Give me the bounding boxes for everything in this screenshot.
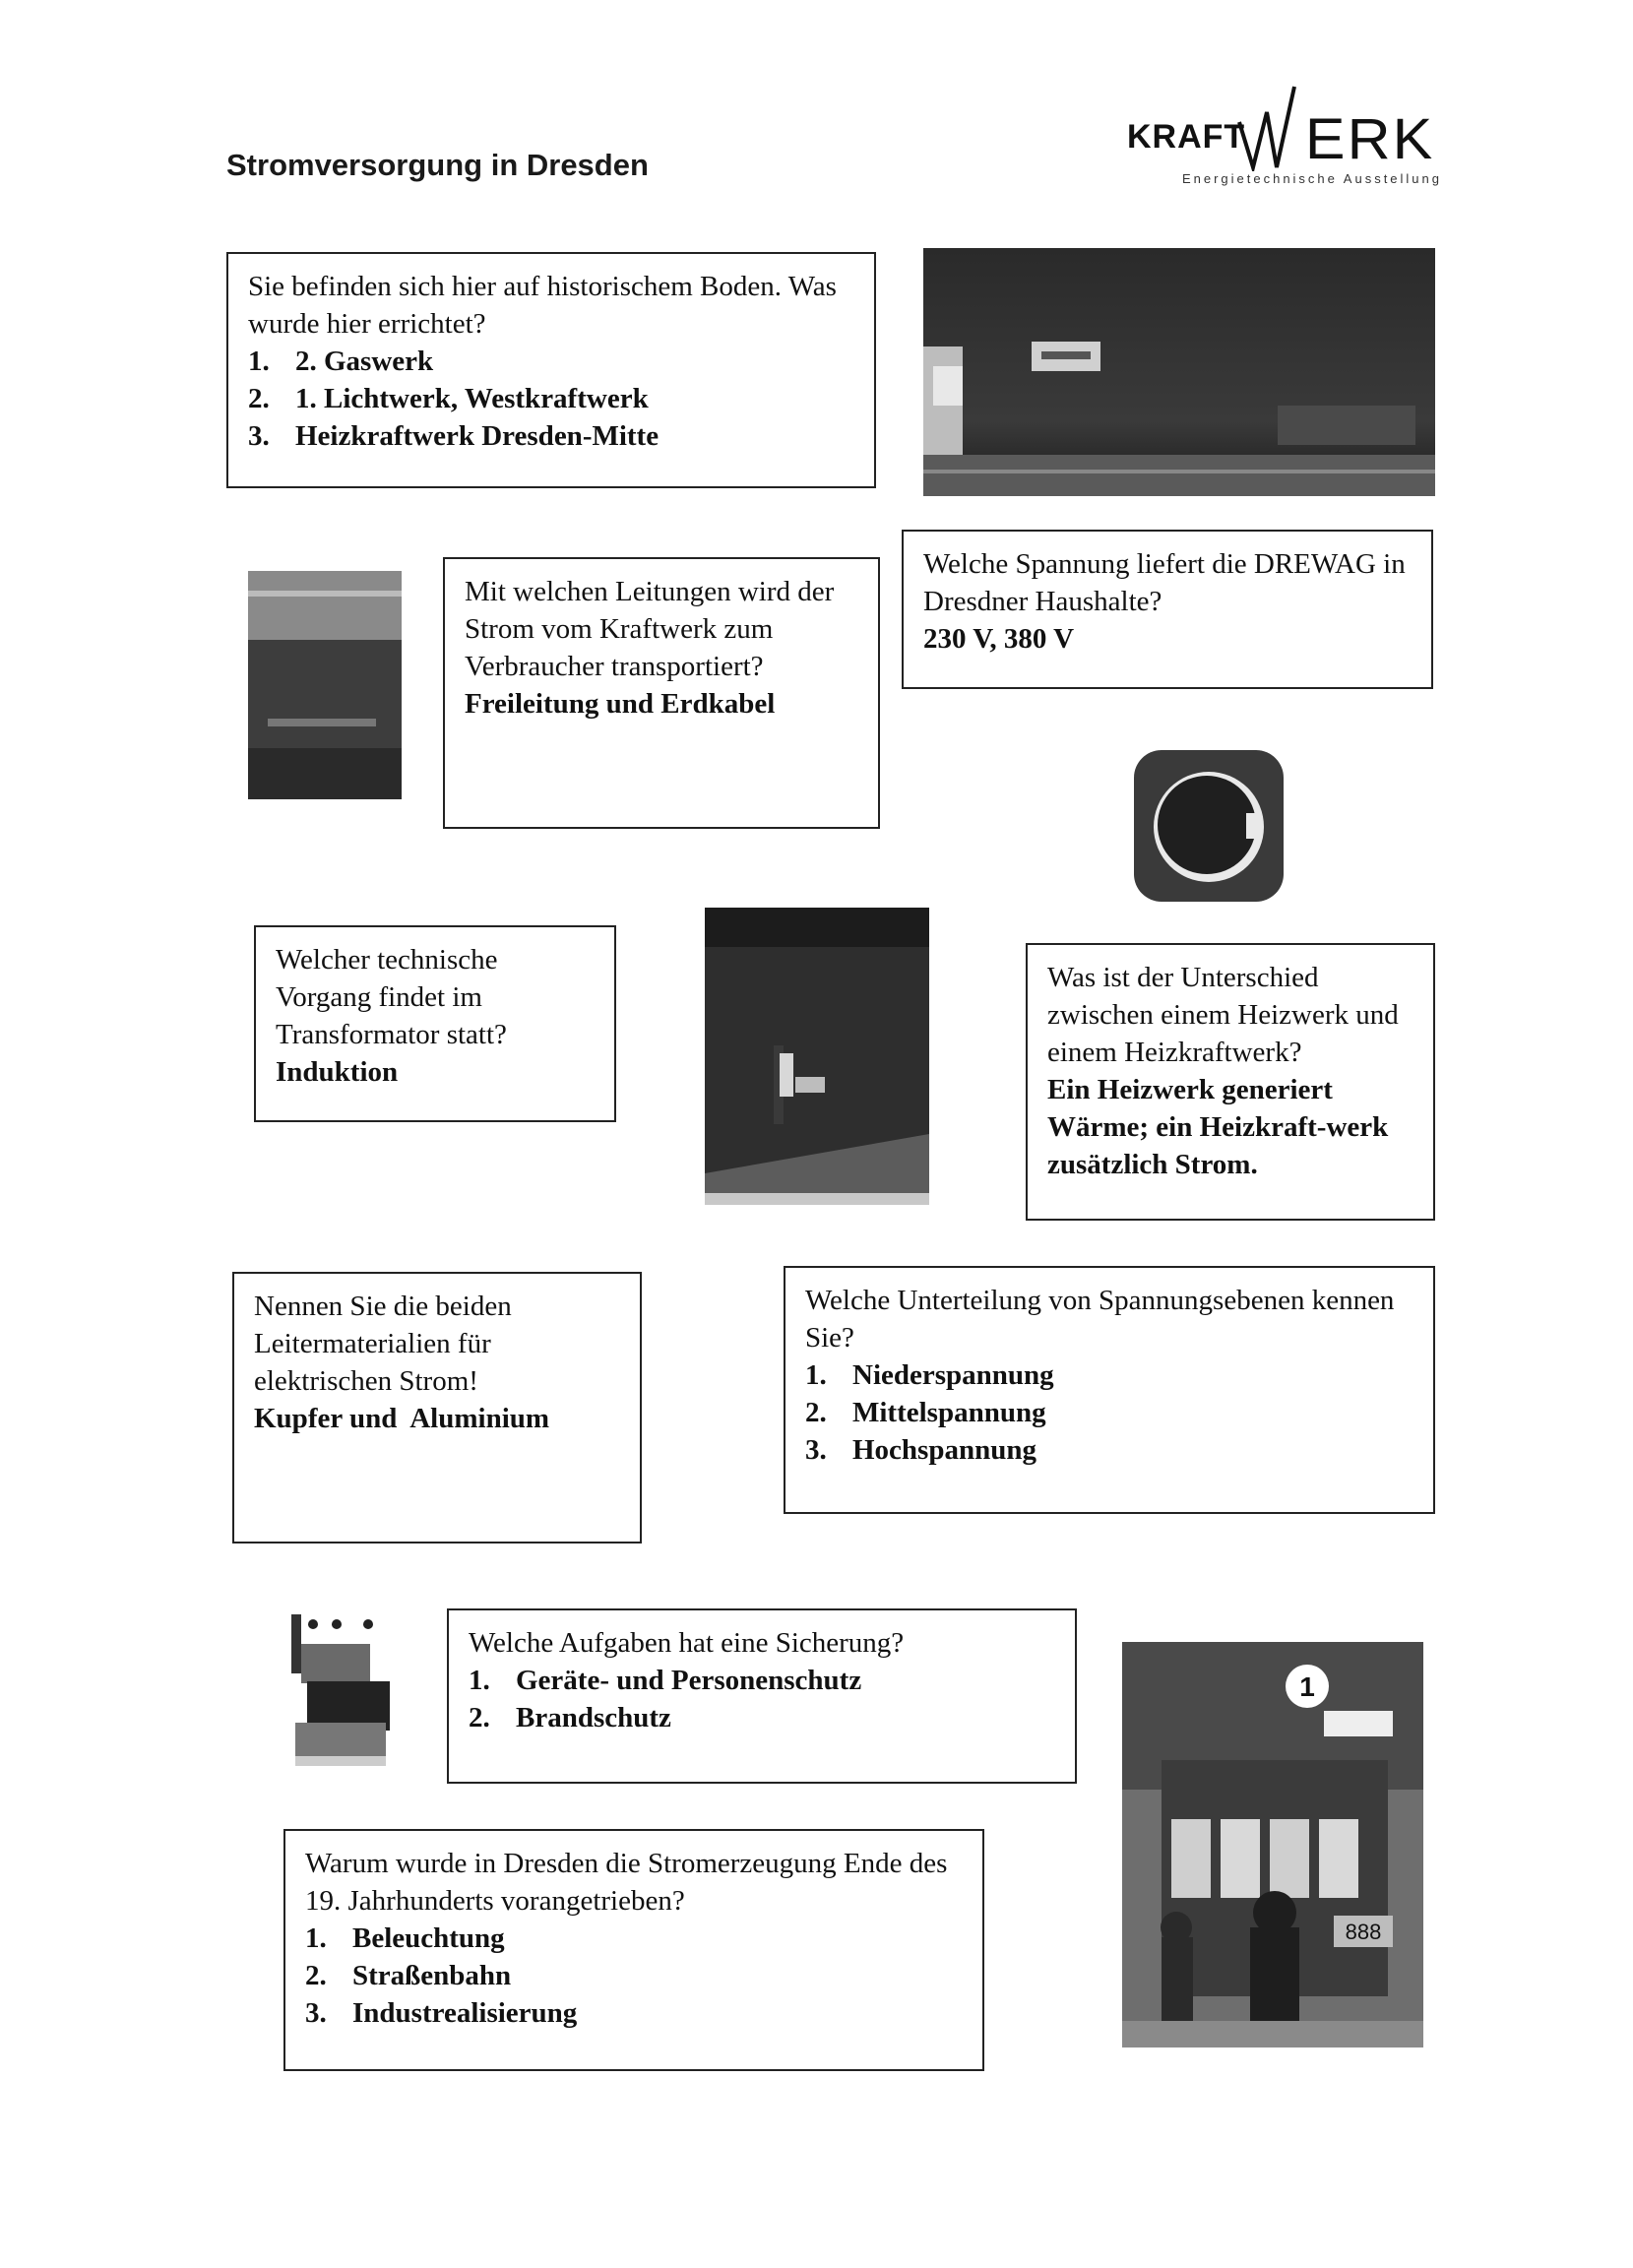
card-transformer — [254, 925, 616, 1122]
socket-photo — [1130, 746, 1288, 906]
question-text: Mit welchen Leitungen wird der Strom vom Kraftwerk zum Verbraucher transportiert? — [465, 576, 835, 682]
page-title: Stromversorgung in Dresden — [226, 148, 649, 182]
answer-item: 1. Niederspannung — [805, 1359, 1054, 1391]
question-text: Was ist der Unterschied zwischen einem Heizwerk und einem Heizkraftwerk? — [1047, 962, 1399, 1068]
question-text: Warum wurde in Dresden die Stromerzeugung Ende des 19. Jahrhunderts vorangetrieben? — [305, 1848, 948, 1917]
answer-item: 1. 2. Gaswerk — [248, 346, 434, 377]
answer-item: 1. Geräte- und Personenschutz — [469, 1665, 862, 1696]
question-text: Welche Aufgaben hat eine Sicherung? — [469, 1627, 905, 1659]
answer-item: 2. Mittelspannung — [805, 1397, 1046, 1428]
card-heating-plant — [1026, 943, 1435, 1221]
logo-w-icon — [1235, 83, 1314, 171]
card-voltage — [902, 530, 1433, 689]
question-text: Sie befinden sich hier auf historischem Boden. Was wurde hier errichtet? — [248, 271, 837, 340]
question-text: Nennen Sie die beiden Leitermaterialien für elektrischen Strom! — [254, 1291, 512, 1397]
answer-text: Induktion — [276, 1056, 399, 1088]
answer-list — [469, 1662, 1055, 1736]
tram-route-number: 1 — [1299, 1671, 1315, 1702]
question-text: Welche Spannung liefert die DREWAG in Dresdner Haushalte? — [923, 548, 1406, 617]
logo-erk-text: ERK — [1304, 107, 1435, 171]
answer-item: 2. Brandschutz — [469, 1702, 671, 1733]
answer-item: 3. Hochspannung — [805, 1434, 1036, 1466]
question-text: Welche Unterteilung von Spannungsebenen kennen Sie? — [805, 1285, 1395, 1354]
answer-item: 3. Industrealisierung — [305, 1997, 578, 2029]
answer-list — [805, 1356, 1413, 1469]
answer-text: Kupfer und Aluminium — [254, 1403, 550, 1434]
transformer-photo — [705, 908, 929, 1205]
tram-car-number: 888 — [1345, 1920, 1382, 1944]
answer-text: Freileitung und Erdkabel — [465, 688, 776, 720]
card-historic-site — [226, 252, 876, 488]
answer-item: 2. Straßenbahn — [305, 1960, 512, 1991]
answer-text: 230 V, 380 V — [923, 623, 1075, 655]
answer-list — [305, 1920, 963, 2032]
answer-item: 3. Heizkraftwerk Dresden-Mitte — [248, 420, 659, 452]
card-fuse — [447, 1608, 1077, 1784]
fuse-photo — [287, 1614, 396, 1772]
historic-site-photo — [923, 248, 1435, 496]
question-text: Welcher technische Vorgang findet im Transformator statt? — [276, 944, 507, 1050]
answer-list — [248, 343, 854, 455]
logo-subtitle: Energietechnische Ausstellung — [1181, 171, 1442, 186]
kraftwerk-logo — [1127, 81, 1442, 189]
card-power-lines — [443, 557, 880, 829]
card-conductors — [232, 1272, 642, 1544]
card-why-electricity — [283, 1829, 984, 2071]
cable-photo — [248, 571, 402, 799]
logo-kraft-text: KRAFT — [1127, 118, 1246, 156]
answer-item: 1. Beleuchtung — [305, 1922, 505, 1954]
answer-item: 2. 1. Lichtwerk, Westkraftwerk — [248, 383, 649, 414]
tram-photo — [1122, 1642, 1423, 2048]
answer-text: Ein Heizwerk generiert Wärme; ein Heizkraft-werk zusätzlich Strom. — [1047, 1074, 1389, 1180]
card-voltage-levels — [784, 1266, 1435, 1514]
